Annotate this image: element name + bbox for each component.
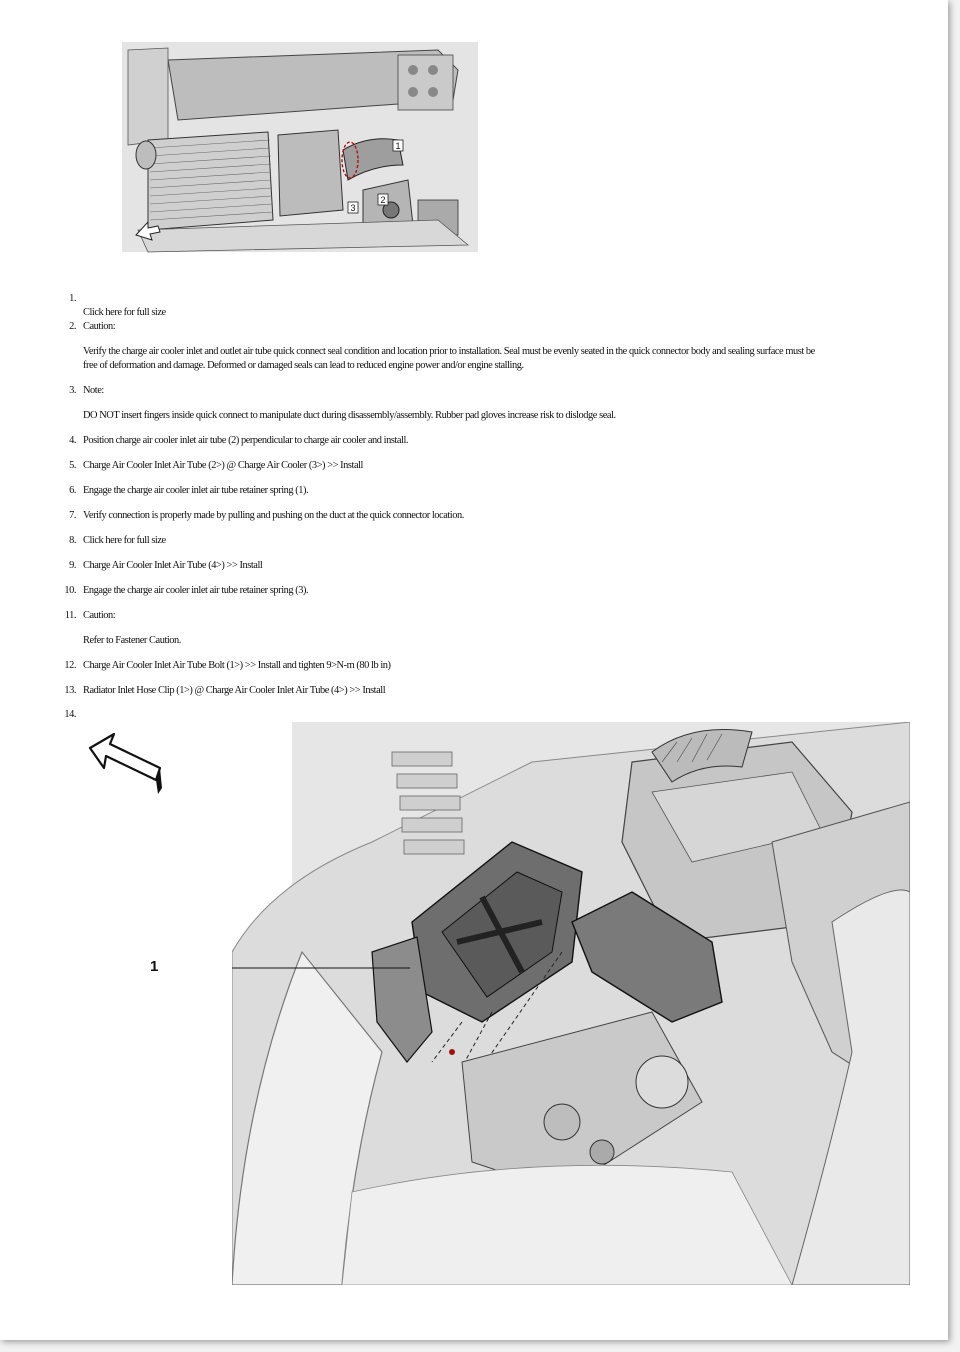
document-page: 1 2 3 1. Click here for full size 2. Caution: Verify the charge air cooler inlet and outlet air tube quick connect seal condition and location prior to installation. Seal must be evenly seated in the quick connector body and sealing surface must be free of deformation and damage. Deformed or damaged seals can lead to reduced engine power and/or engine stalling. 3. Note: DO NOT insert fingers inside quick connect to manipulate duct during disassembly/assembly. Rubber pad gloves increase risk to dislodge seal. 4. Position charge air cooler inlet air tube (2) perpendicular to charge air cooler and install. 5. Charge Air Cooler Inlet Air Tube (2>) @ Charge Air Cooler (3>) >> Install 6. Engage the charge air cooler inlet air tube retainer spring (1). 7. Verify connection is properly made by pulling and pushing on the duct at the quick connector location. 8. Click here for full size 9. Charge Air Cooler Inlet Air Tube (4>) >> Install 10. Engage the charge air cooler inlet air tube retainer spring (3). 11. Caution: Refer to Fastener Caution. 12. Charge Air Cooler Inlet Air Tube Bolt (1>) >> Install and tighten 9>N-m (80 lb in) 13. Radiator Inlet Hose Clip (1>) @ Charge Air Cooler Inlet Air Tube (4>) >> Install 14. 1 [0, 0, 948, 1340]
callout-3 [348, 202, 358, 213]
charge-air-cooler-illustration [108, 40, 478, 255]
callout-1-label: 1 [150, 958, 159, 975]
full-size-link[interactable]: Click here for full size [83, 535, 166, 546]
svg-text:2: 2 [380, 195, 386, 205]
full-size-link[interactable]: Click here for full size [83, 307, 166, 318]
engine-bay-illustration [232, 722, 910, 1285]
callout-2 [378, 194, 388, 205]
callout-1 [393, 140, 403, 151]
svg-text:3: 3 [350, 203, 356, 213]
front-direction-arrow-icon [86, 730, 166, 796]
svg-text:1: 1 [395, 141, 401, 151]
